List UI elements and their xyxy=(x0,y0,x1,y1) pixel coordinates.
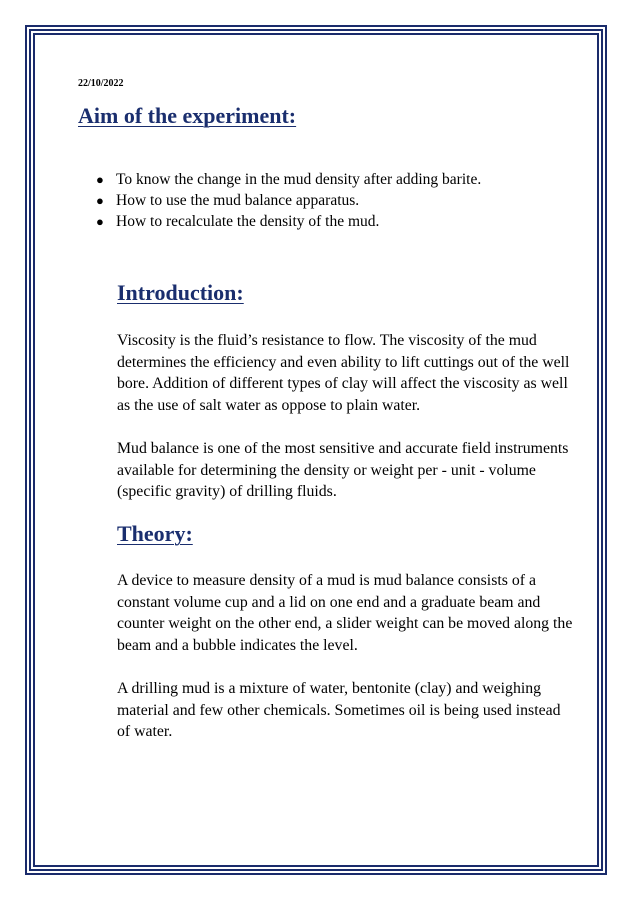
bullet-icon: ● xyxy=(96,193,104,208)
aim-item-text: To know the change in the mud density after adding barite. xyxy=(116,171,482,188)
aim-heading: Aim of the experiment: xyxy=(78,103,297,128)
theory-heading: Theory: xyxy=(117,521,193,546)
aim-item-text: How to use the mud balance apparatus. xyxy=(116,192,360,209)
introduction-heading: Introduction: xyxy=(117,280,244,305)
document-date: 22/10/2022 xyxy=(78,78,124,89)
aim-list-item xyxy=(96,211,481,232)
aim-list-item xyxy=(96,190,481,211)
introduction-paragraph: Mud balance is one of the most sensitive and accurate field instruments available for determining the density or weight per - unit - volume (specific gravity) of drilling fluids. xyxy=(117,440,569,500)
aim-list-item xyxy=(96,169,481,190)
introduction-paragraph: Viscosity is the fluid’s resistance to flow. The viscosity of the mud determines the efficiency and even ability to lift cuttings out of the well bore. Addition of different types of clay will affect the viscosity as well as the use of salt water as oppose to plain water. xyxy=(117,332,570,414)
theory-paragraph: A device to measure density of a mud is mud balance consists of a constant volume cup and a lid on one end and a graduate beam and counter weight on the other end, a slider weight can be moved along the beam and a bubble indicates the level. xyxy=(117,572,573,654)
aim-list xyxy=(96,169,481,232)
theory-paragraph: A drilling mud is a mixture of water, bentonite (clay) and weighing material and few other chemicals. Sometimes oil is being used instead of water. xyxy=(117,680,561,740)
aim-item-text: How to recalculate the density of the mud. xyxy=(116,213,380,230)
bullet-icon: ● xyxy=(96,172,104,187)
bullet-icon: ● xyxy=(96,214,104,229)
